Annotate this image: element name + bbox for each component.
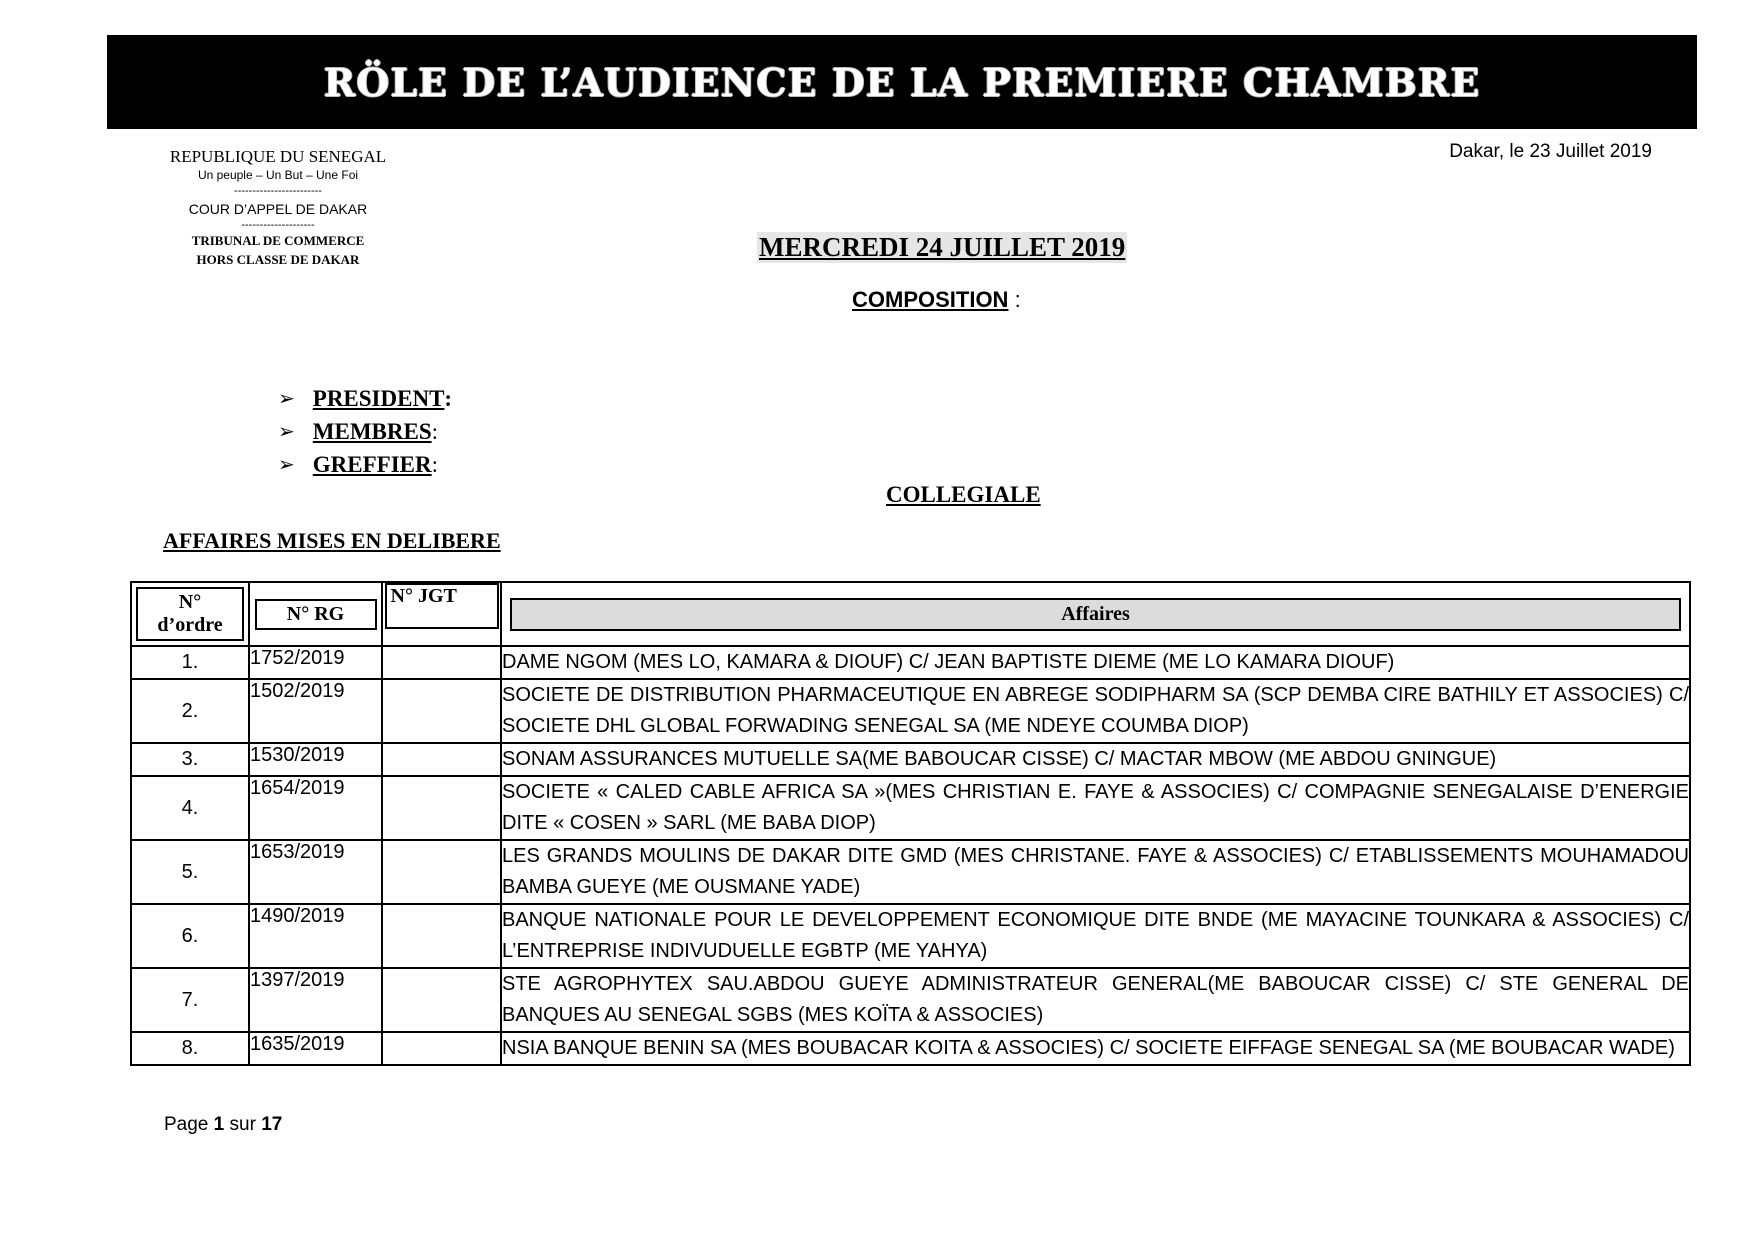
role-label: MEMBRES [312, 418, 432, 444]
role-suffix: : [431, 451, 438, 477]
table-row [131, 904, 1690, 968]
national-motto: Un peuple – Un But – Une Foi [197, 168, 359, 183]
page-title: RÖLE DE L’AUDIENCE DE LA PREMIERE CHAMBRE [323, 59, 1481, 105]
cell-affaire: LES GRANDS MOULINS DE DAKAR DITE GMD (MES CHRISTANE. FAYE & ASSOCIES) C/ ETABLISSEMENTS MOUHAMADOU BAMBA GUEYE (ME OUSMANE YADE) [501, 840, 1690, 904]
role-suffix: : [431, 418, 438, 444]
table-row [131, 776, 1690, 840]
table-row [131, 1032, 1690, 1065]
cell-affaire: NSIA BANQUE BENIN SA (MES BOUBACAR KOITA & ASSOCIES) C/ SOCIETE EIFFAGE SENEGAL SA (ME BOUBACAR WADE) [501, 1032, 1690, 1065]
cell-jgt [382, 743, 501, 776]
header-jgt-label: N° JGT [385, 583, 499, 629]
table-row [131, 679, 1690, 743]
formation-label: COLLEGIALE [886, 482, 1041, 507]
page-footer [164, 1114, 282, 1136]
document-date: Dakar, le 23 Juillet 2019 [1449, 141, 1652, 162]
cases-table [130, 581, 1691, 1066]
cell-ordre: 7. [131, 968, 249, 1032]
cell-rg: 1502/2019 [249, 679, 382, 743]
cell-jgt [382, 1032, 501, 1065]
page-current: 1 [213, 1114, 225, 1135]
cell-rg: 1490/2019 [249, 904, 382, 968]
cell-rg: 1397/2019 [249, 968, 382, 1032]
section-title: AFFAIRES MISES EN DELIBERE [163, 528, 501, 553]
cell-ordre: 5. [131, 840, 249, 904]
role-greffier [278, 448, 452, 481]
cell-jgt [382, 679, 501, 743]
header-affaires-label: Affaires [510, 598, 1681, 631]
cell-jgt [382, 840, 501, 904]
composition-label: COMPOSITION [852, 287, 1009, 312]
composition-colon: : [1008, 287, 1021, 312]
cell-rg: 1530/2019 [249, 743, 382, 776]
table-row [131, 743, 1690, 776]
cell-affaire: STE AGROPHYTEX SAU.ABDOU GUEYE ADMINISTRATEUR GENERAL(ME BABOUCAR CISSE) C/ STE GENERAL DE BANQUES AU SENEGAL SGBS (MES KOÏTA & ASSOCIES) [501, 968, 1690, 1032]
role-label: GREFFIER [312, 451, 432, 477]
arrow-bullet-icon: ➢ [278, 454, 295, 476]
tribunal-name-line1: TRIBUNAL DE COMMERCE [191, 233, 365, 249]
cell-jgt [382, 968, 501, 1032]
cell-affaire: DAME NGOM (MES LO, KAMARA & DIOUF) C/ JEAN BAPTISTE DIEME (ME LO KAMARA DIOUF) [501, 646, 1690, 679]
table-row [131, 840, 1690, 904]
cell-rg: 1653/2019 [249, 840, 382, 904]
table-row [131, 968, 1690, 1032]
cell-ordre: 8. [131, 1032, 249, 1065]
role-label: PRESIDENT [312, 385, 445, 411]
column-header-ordre [131, 582, 249, 646]
page-total: 17 [261, 1114, 283, 1135]
cell-jgt [382, 904, 501, 968]
cell-affaire: SONAM ASSURANCES MUTUELLE SA(ME BABOUCAR CISSE) C/ MACTAR MBOW (ME ABDOU GNINGUE) [501, 743, 1690, 776]
column-header-jgt [382, 582, 501, 646]
cell-ordre: 6. [131, 904, 249, 968]
cell-jgt [382, 646, 501, 679]
cell-rg: 1635/2019 [249, 1032, 382, 1065]
separator: ------------------------ [234, 184, 322, 197]
composition-roles [278, 382, 452, 481]
court-name: COUR D’APPEL DE DAKAR [188, 200, 368, 217]
cell-ordre: 3. [131, 743, 249, 776]
header-ordre-line2: d’ordre [157, 614, 223, 636]
cell-ordre: 2. [131, 679, 249, 743]
cell-rg: 1752/2019 [249, 646, 382, 679]
role-membres [278, 415, 452, 448]
cell-rg: 1654/2019 [249, 776, 382, 840]
page-sur: sur [229, 1114, 256, 1135]
arrow-bullet-icon: ➢ [278, 388, 295, 410]
republic-name: REPUBLIQUE DU SENEGAL [169, 147, 387, 166]
cell-affaire: SOCIETE « CALED CABLE AFRICA SA »(MES CHRISTIAN E. FAYE & ASSOCIES) C/ COMPAGNIE SENEGALAISE D’ENERGIE DITE « COSEN » SARL (ME BABA DIOP) [501, 776, 1690, 840]
cell-affaire: SOCIETE DE DISTRIBUTION PHARMACEUTIQUE EN ABREGE SODIPHARM SA (SCP DEMBA CIRE BATHILY ET ASSOCIES) C/ SOCIETE DHL GLOBAL FORWADING SENEGAL SA (ME NDEYE COUMBA DIOP) [501, 679, 1690, 743]
header-rg-label: N° RG [255, 599, 377, 630]
court-header [138, 146, 418, 269]
composition-heading [852, 287, 1021, 313]
column-header-rg [249, 582, 382, 646]
table-header-row [131, 582, 1690, 646]
role-suffix: : [444, 385, 453, 411]
separator: -------------------- [241, 219, 315, 232]
cell-jgt [382, 776, 501, 840]
role-president [278, 382, 452, 415]
cell-ordre: 1. [131, 646, 249, 679]
cell-affaire: BANQUE NATIONALE POUR LE DEVELOPPEMENT ECONOMIQUE DITE BNDE (ME MAYACINE TOUNKARA & ASSOCIES) C/ L’ENTREPRISE INDIVUDUELLE EGBTP (ME YAHYA) [501, 904, 1690, 968]
hearing-day: MERCREDI 24 JUILLET 2019 [759, 232, 1126, 262]
table-row [131, 646, 1690, 679]
header-ordre-line1: N° [178, 591, 202, 613]
page-word: Page [164, 1114, 209, 1135]
arrow-bullet-icon: ➢ [278, 421, 295, 443]
column-header-affaires [501, 582, 1690, 646]
cell-ordre: 4. [131, 776, 249, 840]
tribunal-name-line2: HORS CLASSE DE DAKAR [196, 251, 360, 267]
title-banner [107, 35, 1697, 129]
